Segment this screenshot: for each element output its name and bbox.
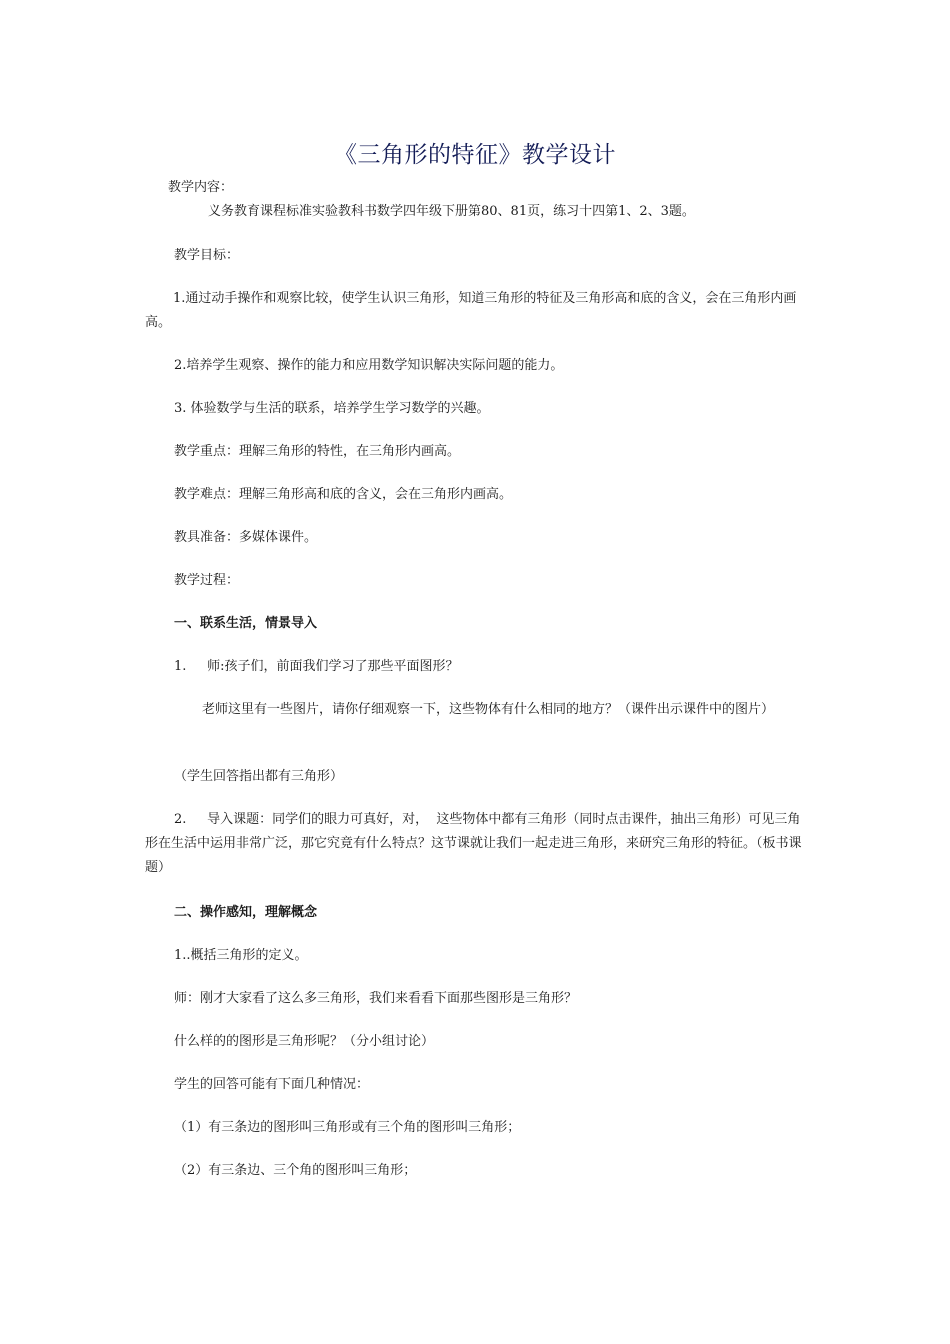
goals-label: 教学目标： [174,248,240,263]
goal-1: 1.通过动手操作和观察比较，使学生认识三角形，知道三角形的特征及三角形高和底的含义，会在三角形内画高。 [145,291,797,330]
process-label: 教学过程： [174,573,240,588]
goal-2: 2.培养学生观察、操作的能力和应用数学知识解决实际问题的能力。 [174,358,564,373]
key-point: 教学重点：理解三角形的特性，在三角形内画高。 [174,444,461,459]
section-2-heading: 二、操作感知，理解概念 [174,905,318,920]
s2-case-2: （2）有三条边、三个角的图形叫三角形； [174,1163,417,1178]
s1-answer: （学生回答指出都有三角形） [174,769,344,784]
content-text: 义务教育课程标准实验教科书数学四年级下册第80、81页，练习十四第1、2、3题。 [208,204,695,219]
section-1-heading: 一、联系生活，情景导入 [174,616,318,631]
s1-item-1-continued: 老师这里有一些图片，请你仔细观察一下，这些物体有什么相同的地方？（课件出示课件中的图片） [202,702,775,717]
s2-possible-answers: 学生的回答可能有下面几种情况： [174,1077,370,1092]
s2-question: 什么样的的图形是三角形呢？（分小组讨论） [174,1034,435,1049]
s2-item-1: 1..概括三角形的定义。 [174,948,308,963]
goal-3: 3. 体验数学与生活的联系，培养学生学习数学的兴趣。 [174,401,490,416]
content-label: 教学内容： [168,180,234,195]
tools: 教具准备：多媒体课件。 [174,530,318,545]
document-title: 《三角形的特征》教学设计 [334,142,616,168]
s2-case-1: （1）有三条边的图形叫三角形或有三个角的图形叫三角形； [174,1120,521,1135]
difficult-point: 教学难点：理解三角形高和底的含义，会在三角形内画高。 [174,487,513,502]
s2-teacher: 师：刚才大家看了这么多三角形，我们来看看下面那些图形是三角形？ [174,991,578,1006]
s1-item-2: 2. 导入课题：同学们的眼力可真好，对， 这些物体中都有三角形（同时点击课件，抽出三角形）可见三角形在生活中运用非常广泛，那它究竟有什么特点？这节课就让我们一起走进三角形，来研究三角形的特征。（板书课题） [145,812,802,875]
s1-item-1: 1. 师:孩子们，前面我们学习了那些平面图形？ [174,659,459,674]
